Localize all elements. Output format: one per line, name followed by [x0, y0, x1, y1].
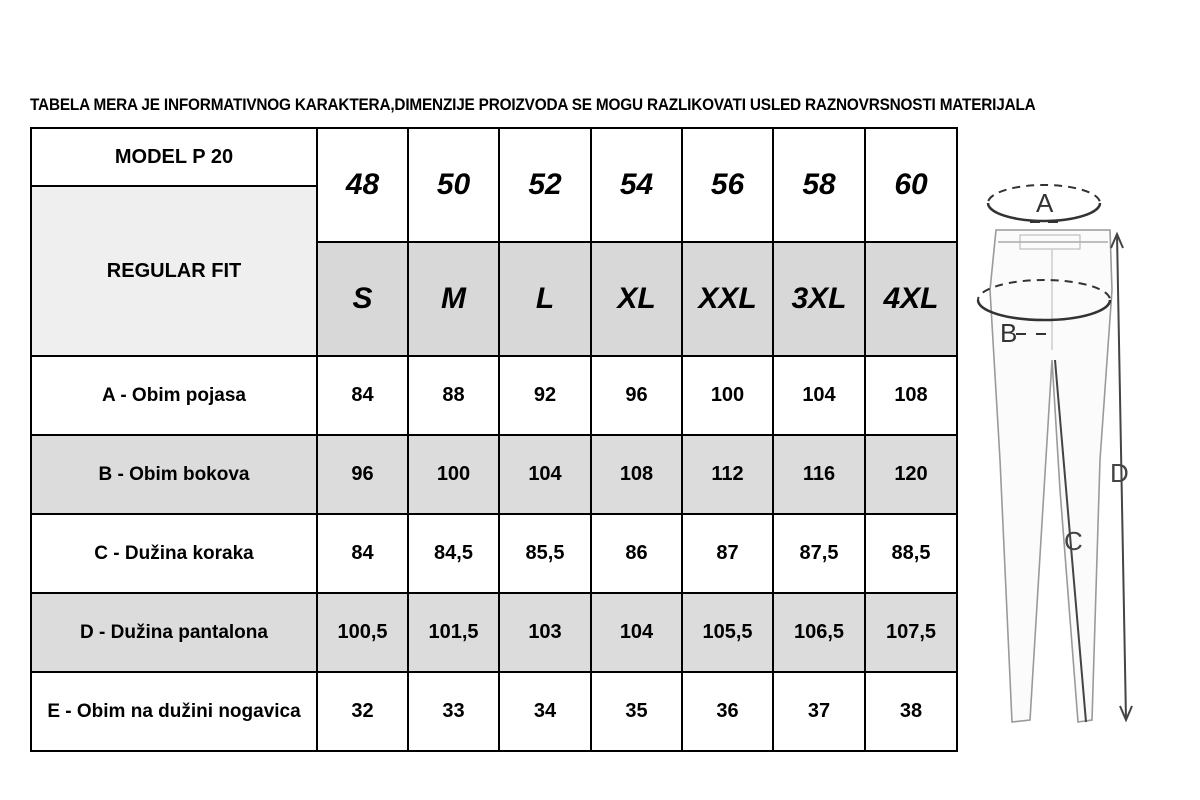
table-cell: 38	[865, 672, 957, 751]
label-a: A	[1036, 188, 1054, 218]
numeric-size: 58	[773, 128, 865, 242]
row-label: D - Dužina pantalona	[31, 593, 317, 672]
trousers-illustration	[960, 160, 1160, 760]
table-cell: 35	[591, 672, 682, 751]
table-cell: 104	[591, 593, 682, 672]
table-cell: 106,5	[773, 593, 865, 672]
table-cell: 36	[682, 672, 773, 751]
size-chart-table	[30, 127, 958, 752]
table-cell: 84	[317, 356, 408, 435]
row-label: B - Obim bokova	[31, 435, 317, 514]
numeric-size: 50	[408, 128, 499, 242]
table-cell: 112	[682, 435, 773, 514]
table-cell: 34	[499, 672, 591, 751]
table-cell: 108	[591, 435, 682, 514]
table-cell: 92	[499, 356, 591, 435]
letter-size: S	[317, 242, 408, 356]
label-b: B	[1000, 318, 1018, 348]
table-cell: 88	[408, 356, 499, 435]
letter-size: M	[408, 242, 499, 356]
row-label: E - Obim na dužini nogavica	[31, 672, 317, 751]
letter-size: 4XL	[865, 242, 957, 356]
table-cell: 32	[317, 672, 408, 751]
table-cell: 84	[317, 514, 408, 593]
trousers-icon	[990, 230, 1112, 722]
fit-label: REGULAR FIT	[31, 186, 317, 356]
table-cell: 87	[682, 514, 773, 593]
table-cell: 104	[773, 356, 865, 435]
table-cell: 105,5	[682, 593, 773, 672]
numeric-size: 52	[499, 128, 591, 242]
table-cell: 88,5	[865, 514, 957, 593]
table-row	[31, 514, 957, 593]
numeric-size: 48	[317, 128, 408, 242]
table-cell: 100,5	[317, 593, 408, 672]
label-c: C	[1064, 526, 1083, 556]
table-row	[31, 356, 957, 435]
row-label: C - Dužina koraka	[31, 514, 317, 593]
table-cell: 100	[408, 435, 499, 514]
table-cell: 116	[773, 435, 865, 514]
table-cell: 86	[591, 514, 682, 593]
letter-size: L	[499, 242, 591, 356]
numeric-size: 56	[682, 128, 773, 242]
letter-size: 3XL	[773, 242, 865, 356]
label-d: D	[1110, 458, 1129, 488]
letter-size: XXL	[682, 242, 773, 356]
numeric-size: 60	[865, 128, 957, 242]
header-row-numeric	[31, 128, 957, 186]
table-cell: 96	[317, 435, 408, 514]
table-cell: 37	[773, 672, 865, 751]
letter-size: XL	[591, 242, 682, 356]
table-cell: 107,5	[865, 593, 957, 672]
row-label: A - Obim pojasa	[31, 356, 317, 435]
table-row	[31, 593, 957, 672]
table-cell: 120	[865, 435, 957, 514]
table-row	[31, 435, 957, 514]
table-row	[31, 672, 957, 751]
table-cell: 85,5	[499, 514, 591, 593]
table-cell: 104	[499, 435, 591, 514]
table-cell: 33	[408, 672, 499, 751]
disclaimer-text: TABELA MERA JE INFORMATIVNOG KARAKTERA,DIMENZIJE PROIZVODA SE MOGU RAZLIKOVATI USLED RAZNOVRSNOSTI MATERIJALA	[30, 96, 1036, 114]
table-cell: 87,5	[773, 514, 865, 593]
table-cell: 101,5	[408, 593, 499, 672]
table-cell: 108	[865, 356, 957, 435]
table-cell: 100	[682, 356, 773, 435]
table-cell: 84,5	[408, 514, 499, 593]
model-label: MODEL P 20	[31, 128, 317, 186]
table-cell: 96	[591, 356, 682, 435]
table-cell: 103	[499, 593, 591, 672]
numeric-size: 54	[591, 128, 682, 242]
